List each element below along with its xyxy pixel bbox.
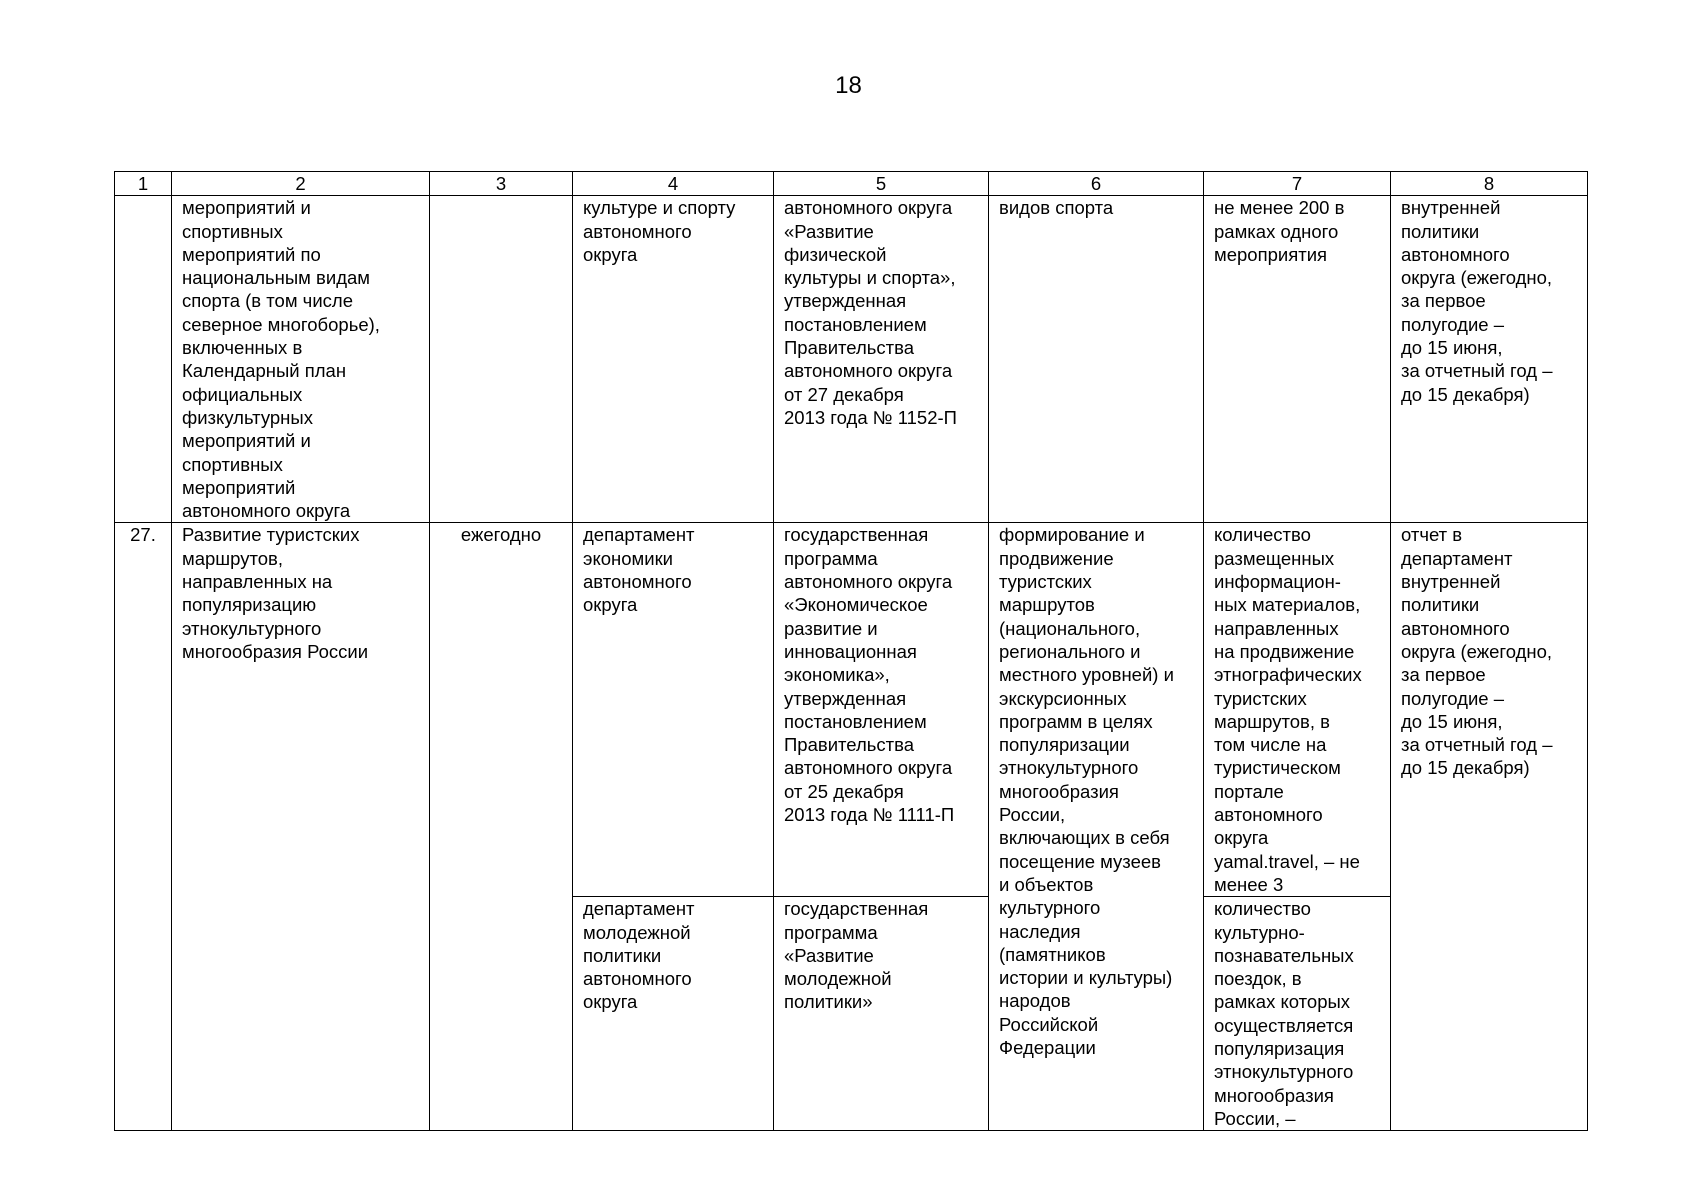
cell-expected-result: видов спорта [989, 196, 1204, 523]
cell-executor-youth: департамент молодежной политики автономного округа [573, 897, 774, 1131]
column-header-7: 7 [1204, 172, 1391, 196]
cell-measure-name: мероприятий и спортивных мероприятий по национальным видам спорта (в том числе северное многоборье), включенных в Календарный план официальных физкультурных мероприятий и спортивных мероприятий автономного округа [172, 196, 430, 523]
cell-executor: культуре и спорту автономного округа [573, 196, 774, 523]
cell-program-youth: государственная программа «Развитие молодежной политики» [774, 897, 989, 1131]
cell-program: автономного округа «Развитие физической культуры и спорта», утвержденная постановлением Правительства автономного округа от 27 декабря 2013 года № 1152-П [774, 196, 989, 523]
cell-number [115, 196, 172, 523]
column-header-1: 1 [115, 172, 172, 196]
table-row-27a [115, 523, 1588, 897]
column-header-8: 8 [1391, 172, 1588, 196]
cell-number: 27. [115, 523, 172, 1131]
cell-expected-result: формирование и продвижение туристских маршрутов (национального, регионального и местного уровней) и экскурсионных программ в целях популяризации этнокультурного многообразия России, включающих в себя посещение музеев и объектов культурного наследия (памятников истории и культуры) народов Российской Федерации [989, 523, 1204, 1131]
cell-reporting: внутренней политики автономного округа (ежегодно, за первое полугодие – до 15 июня, за отчетный год – до 15 декабря) [1391, 196, 1588, 523]
cell-indicator: не менее 200 в рамках одного мероприятия [1204, 196, 1391, 523]
column-header-6: 6 [989, 172, 1204, 196]
cell-program-economy: государственная программа автономного округа «Экономическое развитие и инновационная экономика», утвержденная постановлением Правительства автономного округа от 25 декабря 2013 года № 1111-П [774, 523, 989, 897]
cell-measure-name: Развитие туристских маршрутов, направленных на популяризацию этнокультурного многообразия России [172, 523, 430, 1131]
column-number-row [115, 172, 1588, 196]
column-header-3: 3 [430, 172, 573, 196]
column-header-2: 2 [172, 172, 430, 196]
column-header-5: 5 [774, 172, 989, 196]
cell-reporting: отчет в департамент внутренней политики автономного округа (ежегодно, за первое полугодие – до 15 июня, за отчетный год – до 15 декабря) [1391, 523, 1588, 1131]
cell-executor-economy: департамент экономики автономного округа [573, 523, 774, 897]
page-number: 18 [835, 72, 862, 99]
measures-table [114, 171, 1588, 1131]
cell-deadline [430, 196, 573, 523]
cell-indicator-materials: количество размещенных информацион- ных материалов, направленных на продвижение этнографических туристских маршрутов, в том числе на туристическом портале автономного округа yamal.travel, – не менее 3 [1204, 523, 1391, 897]
column-header-4: 4 [573, 172, 774, 196]
cell-indicator-trips: количество культурно- познавательных поездок, в рамках которых осуществляется популяризация этнокультурного многообразия России, – [1204, 897, 1391, 1131]
cell-deadline: ежегодно [430, 523, 573, 1131]
table-row-continued [115, 196, 1588, 523]
